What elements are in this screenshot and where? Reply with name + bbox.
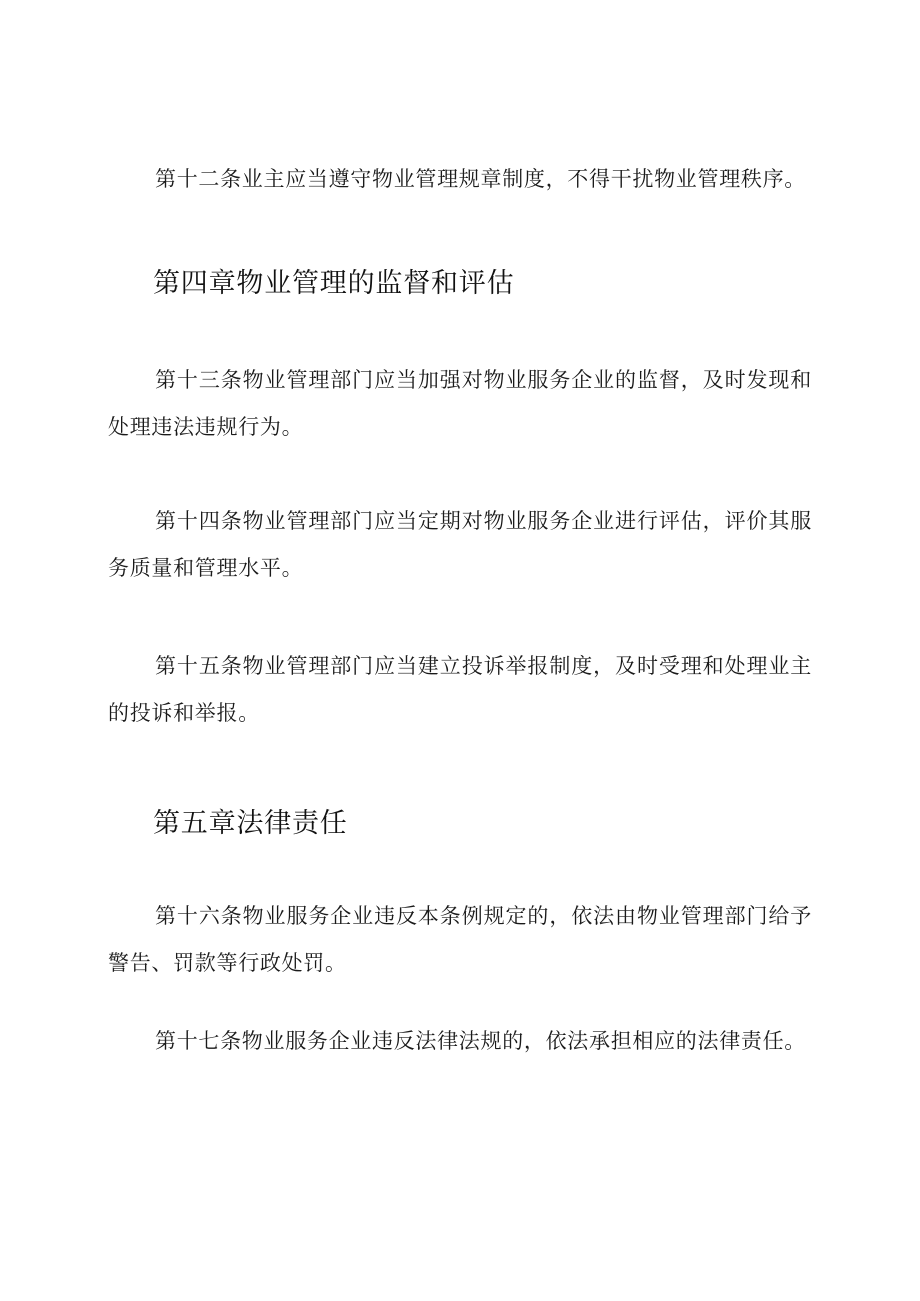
article-15: 第十五条物业管理部门应当建立投诉举报制度，及时受理和处理业主的投诉和举报。 xyxy=(108,654,812,725)
article-14: 第十四条物业管理部门应当定期对物业服务企业进行评估，评价其服务质量和管理水平。 xyxy=(108,509,812,580)
chapter-5-heading: 第五章法律责任 xyxy=(153,808,348,839)
article-12: 第十二条业主应当遵守物业管理规章制度，不得干扰物业管理秩序。 xyxy=(155,167,806,191)
chapter-4-heading: 第四章物业管理的监督和评估 xyxy=(153,268,515,299)
article-13: 第十三条物业管理部门应当加强对物业服务企业的监督，及时发现和处理违法违规行为。 xyxy=(108,368,812,439)
article-17: 第十七条物业服务企业违反法律法规的，依法承担相应的法律责任。 xyxy=(155,1029,806,1053)
article-16: 第十六条物业服务企业违反本条例规定的，依法由物业管理部门给予警告、罚款等行政处罚。 xyxy=(108,904,812,975)
